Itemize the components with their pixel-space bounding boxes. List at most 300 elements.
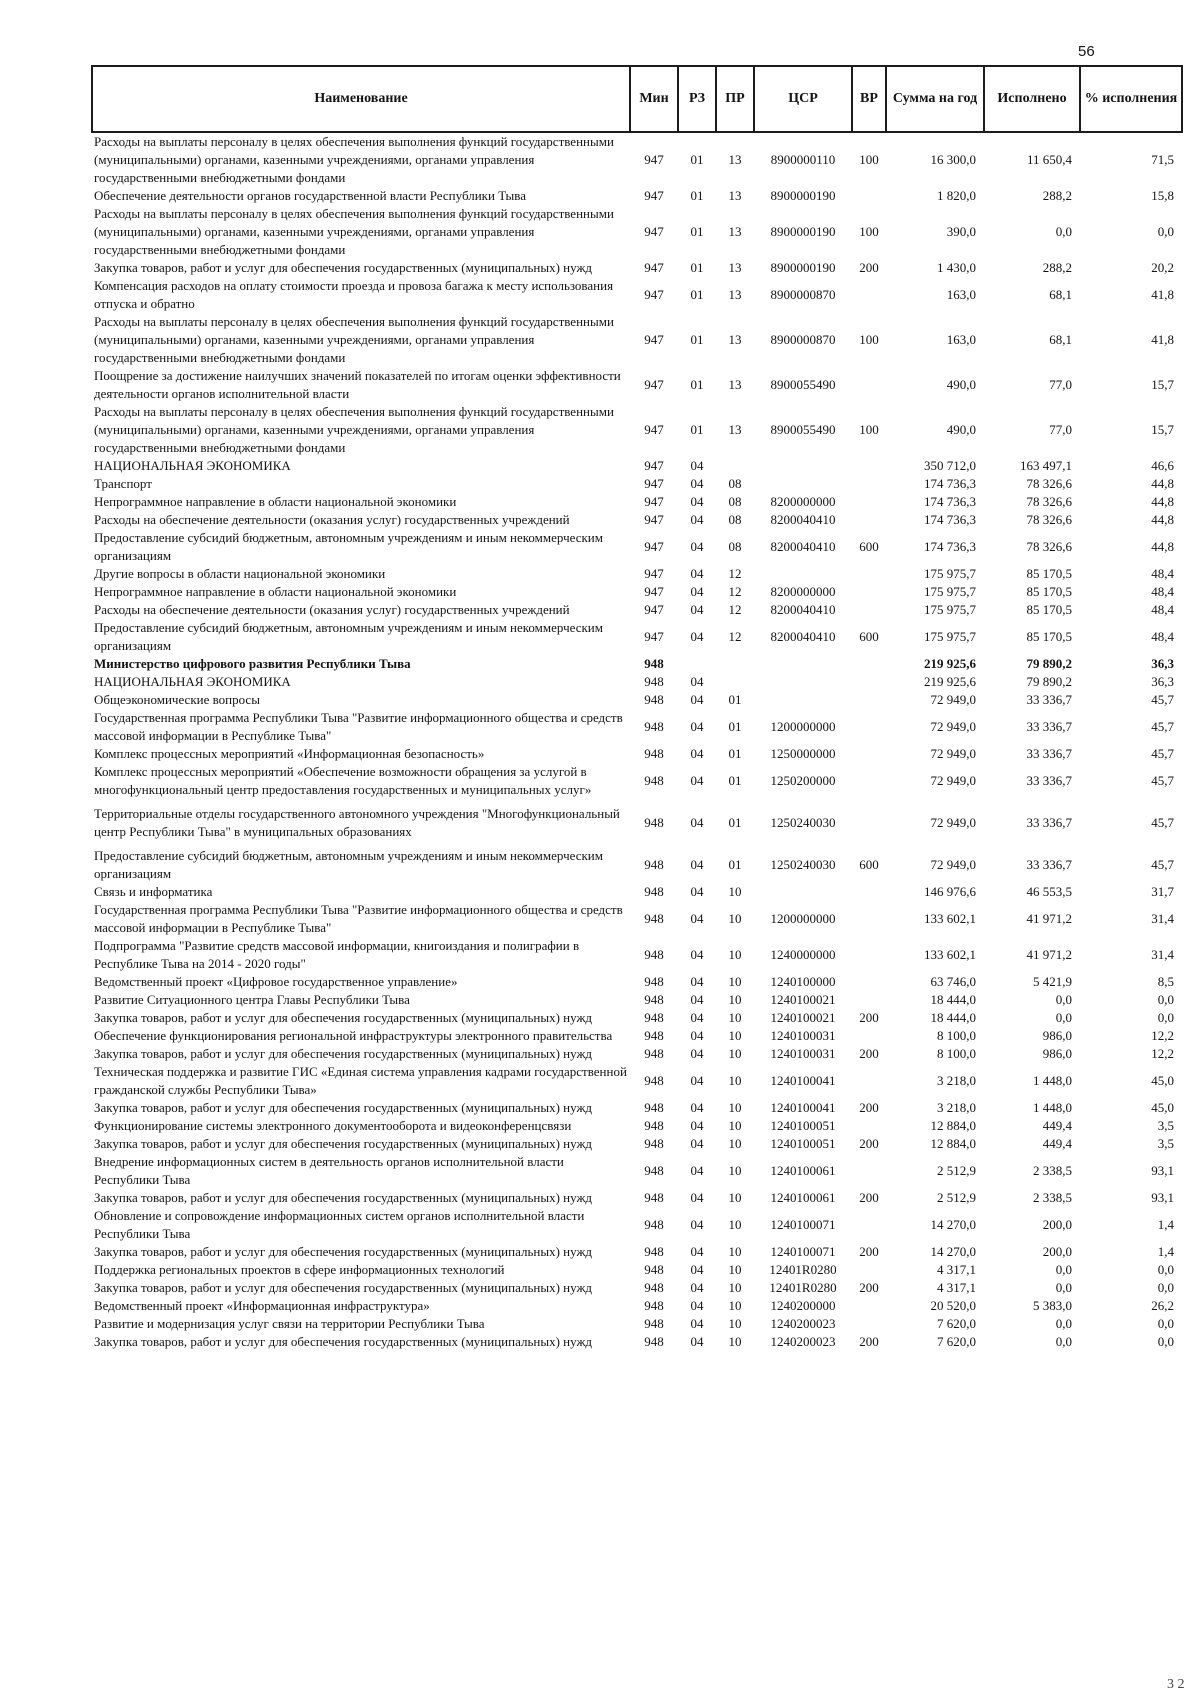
cell-name: Компенсация расходов на оплату стоимости проезда и провоза багажа к месту использования отпуска и обратно xyxy=(94,278,614,311)
cell-min: 948 xyxy=(644,1244,664,1259)
table-row xyxy=(92,1189,1182,1207)
cell-pct: 45,7 xyxy=(1151,746,1174,761)
cell-sum: 175 975,7 xyxy=(924,629,976,644)
table-row xyxy=(92,937,1182,973)
cell-done: 1 448,0 xyxy=(1033,1100,1072,1115)
cell-min: 948 xyxy=(644,719,664,734)
cell-pr: 13 xyxy=(728,377,742,392)
cell-sum: 4 317,1 xyxy=(937,1280,976,1295)
cell-rz: 04 xyxy=(690,1217,704,1232)
cell-sum: 16 300,0 xyxy=(930,152,976,167)
cell-pr: 10 xyxy=(728,947,742,962)
cell-done: 0,0 xyxy=(1055,1316,1072,1331)
cell-pr: 10 xyxy=(728,1163,742,1178)
cell-rz: 04 xyxy=(690,602,704,617)
cell-pct: 31,4 xyxy=(1151,947,1174,962)
cell-sum: 4 317,1 xyxy=(937,1262,976,1277)
cell-sum: 175 975,7 xyxy=(924,584,976,599)
cell-csr xyxy=(754,673,852,691)
cell-name: Министерство цифрового развития Республики Тыва xyxy=(94,656,411,671)
cell-pr: 08 xyxy=(728,494,742,509)
cell-vr xyxy=(852,1261,886,1279)
cell-vr xyxy=(852,493,886,511)
cell-min: 948 xyxy=(644,911,664,926)
cell-min: 948 xyxy=(644,1010,664,1025)
cell-min: 948 xyxy=(644,1100,664,1115)
cell-sum: 14 270,0 xyxy=(930,1244,976,1259)
cell-name: Функционирование системы электронного документооборота и видеоконференцсвязи xyxy=(94,1118,572,1133)
cell-min: 948 xyxy=(644,1046,664,1061)
cell-sum: 490,0 xyxy=(946,422,976,437)
cell-pct: 48,4 xyxy=(1151,566,1174,581)
cell-csr: 1200000000 xyxy=(770,911,836,926)
table-row xyxy=(92,1135,1182,1153)
cell-csr: 1240100021 xyxy=(770,992,836,1007)
cell-pr: 13 xyxy=(728,422,742,437)
cell-done: 41 971,2 xyxy=(1026,911,1072,926)
cell-vr: 200 xyxy=(859,1244,879,1259)
cell-sum: 146 976,6 xyxy=(924,884,976,899)
budget-table xyxy=(91,65,1183,1351)
cell-min: 947 xyxy=(644,152,664,167)
table-row xyxy=(92,493,1182,511)
cell-sum: 174 736,3 xyxy=(924,512,976,527)
cell-min: 948 xyxy=(644,1028,664,1043)
cell-sum: 1 820,0 xyxy=(937,188,976,203)
cell-pr: 08 xyxy=(728,476,742,491)
cell-done: 200,0 xyxy=(1042,1217,1072,1232)
cell-pct: 31,4 xyxy=(1151,911,1174,926)
cell-name: Территориальные отделы государственного автономного учреждения "Многофункциональный центр Республики Тыва" в муниципальных образованиях xyxy=(94,806,620,839)
table-row xyxy=(92,403,1182,457)
cell-done: 85 170,5 xyxy=(1026,602,1072,617)
cell-pr xyxy=(716,457,754,475)
cell-pr: 10 xyxy=(728,1010,742,1025)
cell-name: Расходы на выплаты персоналу в целях обеспечения выполнения функций государственными (муниципальными) органами, казенными учреждениями, органами управления государственными внебюджетными фондами xyxy=(94,134,614,185)
cell-rz: 04 xyxy=(690,911,704,926)
col-header-sum: Сумма на год xyxy=(886,66,984,132)
cell-pr: 10 xyxy=(728,1217,742,1232)
cell-vr xyxy=(852,583,886,601)
cell-done: 288,2 xyxy=(1042,260,1072,275)
cell-sum: 8 100,0 xyxy=(937,1046,976,1061)
cell-vr: 200 xyxy=(859,1334,879,1349)
cell-pr: 10 xyxy=(728,1316,742,1331)
table-row xyxy=(92,709,1182,745)
col-header-pr: ПР xyxy=(716,66,754,132)
cell-rz: 04 xyxy=(690,566,704,581)
cell-rz: 01 xyxy=(690,260,704,275)
cell-pr: 10 xyxy=(728,1118,742,1133)
col-header-name: Наименование xyxy=(92,66,630,132)
cell-csr: 1240100041 xyxy=(770,1100,836,1115)
cell-pr: 10 xyxy=(728,992,742,1007)
cell-pct: 44,8 xyxy=(1151,539,1174,554)
cell-done: 0,0 xyxy=(1055,1280,1072,1295)
cell-name: Транспорт xyxy=(94,476,152,491)
cell-name: Предоставление субсидий бюджетным, автономным учреждениям и иным некоммерческим организациям xyxy=(94,620,603,653)
cell-pr: 12 xyxy=(728,629,742,644)
cell-pct: 45,7 xyxy=(1151,692,1174,707)
cell-vr: 200 xyxy=(859,1190,879,1205)
table-row xyxy=(92,1027,1182,1045)
cell-done: 33 336,7 xyxy=(1026,773,1072,788)
cell-rz: 04 xyxy=(690,494,704,509)
cell-vr xyxy=(852,745,886,763)
cell-name: Закупка товаров, работ и услуг для обеспечения государственных (муниципальных) нужд xyxy=(94,1010,593,1025)
cell-csr xyxy=(754,457,852,475)
cell-pct: 0,0 xyxy=(1157,1010,1174,1025)
cell-name: Государственная программа Республики Тыва "Развитие информационного общества и средств массовой информации в Республике Тыва" xyxy=(94,902,623,935)
cell-name: Предоставление субсидий бюджетным, автономным учреждениям и иным некоммерческим организациям xyxy=(94,530,603,563)
table-row xyxy=(92,745,1182,763)
table-row xyxy=(92,655,1182,673)
table-row xyxy=(92,1297,1182,1315)
cell-sum: 163,0 xyxy=(946,287,976,302)
cell-pr: 13 xyxy=(728,287,742,302)
cell-csr: 8200040410 xyxy=(770,539,836,554)
cell-vr xyxy=(852,709,886,745)
table-row xyxy=(92,529,1182,565)
cell-csr: 1250240030 xyxy=(770,857,836,872)
cell-pct: 20,2 xyxy=(1151,260,1174,275)
cell-pr: 10 xyxy=(728,1190,742,1205)
cell-name: Ведомственный проект «Цифровое государственное управление» xyxy=(94,974,458,989)
cell-pct: 36,3 xyxy=(1151,656,1174,671)
cell-pr: 13 xyxy=(728,224,742,239)
cell-sum: 163,0 xyxy=(946,332,976,347)
cell-pct: 0,0 xyxy=(1157,224,1174,239)
cell-rz: 04 xyxy=(690,1010,704,1025)
cell-rz: 04 xyxy=(690,1244,704,1259)
cell-rz: 04 xyxy=(690,1118,704,1133)
cell-pr: 01 xyxy=(728,746,742,761)
cell-rz: 01 xyxy=(690,377,704,392)
cell-min: 947 xyxy=(644,512,664,527)
cell-done: 2 338,5 xyxy=(1033,1190,1072,1205)
cell-csr: 1240100000 xyxy=(770,974,836,989)
cell-pr: 12 xyxy=(728,566,742,581)
cell-done: 79 890,2 xyxy=(1026,656,1072,671)
cell-sum: 219 925,6 xyxy=(924,656,976,671)
cell-pct: 1,4 xyxy=(1157,1244,1174,1259)
budget-table-body xyxy=(92,132,1182,1351)
cell-pr: 13 xyxy=(728,332,742,347)
cell-name: Непрограммное направление в области национальной экономики xyxy=(94,584,457,599)
cell-min: 948 xyxy=(644,1163,664,1178)
cell-pr: 10 xyxy=(728,884,742,899)
cell-csr: 1240100021 xyxy=(770,1010,836,1025)
table-row xyxy=(92,1207,1182,1243)
col-header-done: Исполнено xyxy=(984,66,1080,132)
cell-min: 948 xyxy=(644,947,664,962)
cell-sum: 72 949,0 xyxy=(930,746,976,761)
cell-done: 200,0 xyxy=(1042,1244,1072,1259)
cell-name: Закупка товаров, работ и услуг для обеспечения государственных (муниципальных) нужд xyxy=(94,1244,593,1259)
cell-pr: 01 xyxy=(728,719,742,734)
cell-vr xyxy=(852,475,886,493)
cell-pr xyxy=(716,655,754,673)
cell-csr: 12401R0280 xyxy=(769,1280,837,1295)
cell-min: 948 xyxy=(644,1190,664,1205)
cell-pct: 15,7 xyxy=(1151,422,1174,437)
cell-pct: 45,0 xyxy=(1151,1073,1174,1088)
cell-min: 947 xyxy=(644,458,664,473)
cell-rz: 04 xyxy=(690,1136,704,1151)
cell-csr: 8900000190 xyxy=(770,224,836,239)
cell-rz: 01 xyxy=(690,332,704,347)
cell-name: Закупка товаров, работ и услуг для обеспечения государственных (муниципальных) нужд xyxy=(94,1190,593,1205)
cell-vr xyxy=(852,1063,886,1099)
cell-rz: 04 xyxy=(690,476,704,491)
cell-csr: 1240200023 xyxy=(770,1316,836,1331)
cell-name: Расходы на выплаты персоналу в целях обеспечения выполнения функций государственными (муниципальными) органами, казенными учреждениями, органами управления государственными внебюджетными фондами xyxy=(94,404,614,455)
cell-pr: 10 xyxy=(728,1280,742,1295)
cell-name: Другие вопросы в области национальной экономики xyxy=(94,566,386,581)
cell-vr xyxy=(852,187,886,205)
cell-min: 948 xyxy=(644,1118,664,1133)
cell-min: 948 xyxy=(644,692,664,707)
cell-pr xyxy=(716,673,754,691)
corner-mark: 3 2 xyxy=(1167,1677,1185,1692)
page-number: 56 xyxy=(1078,43,1095,60)
cell-name: Связь и информатика xyxy=(94,884,213,899)
cell-name: Обеспечение деятельности органов государственной власти Республики Тыва xyxy=(94,188,526,203)
cell-csr: 1240100051 xyxy=(770,1136,836,1151)
cell-sum: 8 100,0 xyxy=(937,1028,976,1043)
cell-min: 947 xyxy=(644,602,664,617)
cell-sum: 63 746,0 xyxy=(930,974,976,989)
cell-rz: 04 xyxy=(690,512,704,527)
cell-min: 948 xyxy=(644,1262,664,1277)
cell-sum: 72 949,0 xyxy=(930,692,976,707)
cell-vr xyxy=(852,367,886,403)
cell-csr xyxy=(754,655,852,673)
cell-done: 33 336,7 xyxy=(1026,746,1072,761)
cell-min: 948 xyxy=(644,1073,664,1088)
cell-done: 0,0 xyxy=(1055,1262,1072,1277)
cell-vr: 600 xyxy=(859,629,879,644)
cell-vr xyxy=(852,1297,886,1315)
cell-min: 947 xyxy=(644,476,664,491)
cell-pr: 08 xyxy=(728,539,742,554)
cell-min: 948 xyxy=(644,1334,664,1349)
cell-min: 948 xyxy=(644,746,664,761)
cell-csr: 1240100041 xyxy=(770,1073,836,1088)
cell-pr: 12 xyxy=(728,602,742,617)
table-row xyxy=(92,673,1182,691)
cell-vr xyxy=(852,655,886,673)
cell-name: Развитие Ситуационного центра Главы Республики Тыва xyxy=(94,992,410,1007)
cell-rz: 04 xyxy=(690,947,704,962)
cell-done: 77,0 xyxy=(1049,422,1072,437)
cell-rz: 01 xyxy=(690,422,704,437)
table-row xyxy=(92,991,1182,1009)
cell-done: 78 326,6 xyxy=(1026,539,1072,554)
cell-name: Обеспечение функционирования региональной инфраструктуры электронного правительства xyxy=(94,1028,613,1043)
cell-min: 947 xyxy=(644,584,664,599)
cell-csr: 1240100061 xyxy=(770,1163,836,1178)
cell-vr: 200 xyxy=(859,1280,879,1295)
cell-min: 948 xyxy=(644,674,664,689)
cell-sum: 18 444,0 xyxy=(930,992,976,1007)
cell-min: 948 xyxy=(644,1136,664,1151)
cell-done: 85 170,5 xyxy=(1026,629,1072,644)
cell-vr xyxy=(852,1315,886,1333)
table-row xyxy=(92,1243,1182,1261)
cell-vr: 100 xyxy=(859,152,879,167)
cell-rz: 01 xyxy=(690,152,704,167)
cell-min: 947 xyxy=(644,377,664,392)
cell-csr xyxy=(754,565,852,583)
cell-sum: 390,0 xyxy=(946,224,976,239)
cell-rz: 04 xyxy=(690,884,704,899)
cell-sum: 7 620,0 xyxy=(937,1334,976,1349)
table-row xyxy=(92,883,1182,901)
cell-name: Ведомственный проект «Информационная инфраструктура» xyxy=(94,1298,430,1313)
cell-name: Закупка товаров, работ и услуг для обеспечения государственных (муниципальных) нужд xyxy=(94,1334,593,1349)
cell-min: 948 xyxy=(644,1217,664,1232)
cell-done: 0,0 xyxy=(1055,992,1072,1007)
cell-pr: 10 xyxy=(728,911,742,926)
cell-done: 85 170,5 xyxy=(1026,566,1072,581)
cell-rz: 04 xyxy=(690,458,704,473)
cell-min: 948 xyxy=(644,1280,664,1295)
cell-pr: 13 xyxy=(728,188,742,203)
cell-name: Закупка товаров, работ и услуг для обеспечения государственных (муниципальных) нужд xyxy=(94,260,593,275)
cell-pr: 13 xyxy=(728,152,742,167)
cell-min: 948 xyxy=(644,656,664,671)
cell-done: 79 890,2 xyxy=(1026,674,1072,689)
cell-pct: 93,1 xyxy=(1151,1163,1174,1178)
table-row xyxy=(92,277,1182,313)
cell-rz: 01 xyxy=(690,224,704,239)
cell-csr: 1250000000 xyxy=(770,746,836,761)
cell-vr: 100 xyxy=(859,422,879,437)
cell-sum: 175 975,7 xyxy=(924,566,976,581)
cell-min: 948 xyxy=(644,884,664,899)
cell-csr: 8900000870 xyxy=(770,332,836,347)
cell-done: 5 421,9 xyxy=(1033,974,1072,989)
cell-vr: 100 xyxy=(859,224,879,239)
cell-csr: 1240100031 xyxy=(770,1028,836,1043)
cell-done: 78 326,6 xyxy=(1026,494,1072,509)
cell-pct: 45,0 xyxy=(1151,1100,1174,1115)
cell-name: Техническая поддержка и развитие ГИС «Единая система управления кадрами государственной гражданской службы Республики Тыва» xyxy=(94,1064,627,1097)
cell-pct: 44,8 xyxy=(1151,512,1174,527)
cell-sum: 3 218,0 xyxy=(937,1073,976,1088)
cell-done: 986,0 xyxy=(1042,1046,1072,1061)
cell-pct: 36,3 xyxy=(1151,674,1174,689)
cell-name: НАЦИОНАЛЬНАЯ ЭКОНОМИКА xyxy=(94,674,291,689)
cell-vr xyxy=(852,673,886,691)
cell-pr: 10 xyxy=(728,1244,742,1259)
cell-pr: 13 xyxy=(728,260,742,275)
cell-pct: 41,8 xyxy=(1151,332,1174,347)
table-row xyxy=(92,1279,1182,1297)
cell-pr: 01 xyxy=(728,773,742,788)
cell-sum: 72 949,0 xyxy=(930,719,976,734)
cell-sum: 20 520,0 xyxy=(930,1298,976,1313)
cell-min: 948 xyxy=(644,857,664,872)
cell-sum: 72 949,0 xyxy=(930,857,976,872)
cell-pct: 0,0 xyxy=(1157,992,1174,1007)
cell-done: 0,0 xyxy=(1055,1010,1072,1025)
cell-min: 947 xyxy=(644,260,664,275)
cell-csr: 8900055490 xyxy=(770,377,836,392)
cell-pr: 10 xyxy=(728,1262,742,1277)
cell-name: Общеэкономические вопросы xyxy=(94,692,260,707)
cell-csr: 1240200023 xyxy=(770,1334,836,1349)
table-row xyxy=(92,457,1182,475)
cell-name: Закупка товаров, работ и услуг для обеспечения государственных (муниципальных) нужд xyxy=(94,1280,593,1295)
cell-done: 46 553,5 xyxy=(1026,884,1072,899)
table-row xyxy=(92,1153,1182,1189)
cell-sum: 7 620,0 xyxy=(937,1316,976,1331)
table-row xyxy=(92,619,1182,655)
cell-csr: 1240100031 xyxy=(770,1046,836,1061)
cell-done: 68,1 xyxy=(1049,287,1072,302)
cell-name: Расходы на выплаты персоналу в целях обеспечения выполнения функций государственными (муниципальными) органами, казенными учреждениями, органами управления государственными внебюджетными фондами xyxy=(94,314,614,365)
cell-name: Непрограммное направление в области национальной экономики xyxy=(94,494,457,509)
cell-csr: 1240200000 xyxy=(770,1298,836,1313)
cell-done: 77,0 xyxy=(1049,377,1072,392)
cell-vr xyxy=(852,937,886,973)
cell-sum: 174 736,3 xyxy=(924,476,976,491)
cell-done: 68,1 xyxy=(1049,332,1072,347)
cell-vr xyxy=(852,901,886,937)
cell-name: Расходы на обеспечение деятельности (оказания услуг) государственных учреждений xyxy=(94,602,570,617)
cell-vr xyxy=(852,1207,886,1243)
table-header-row xyxy=(92,66,1182,132)
cell-pct: 1,4 xyxy=(1157,1217,1174,1232)
cell-sum: 175 975,7 xyxy=(924,602,976,617)
cell-pct: 15,7 xyxy=(1151,377,1174,392)
cell-rz: 04 xyxy=(690,1190,704,1205)
cell-pr: 10 xyxy=(728,1100,742,1115)
cell-vr xyxy=(852,763,886,799)
cell-sum: 174 736,3 xyxy=(924,494,976,509)
table-row xyxy=(92,799,1182,847)
cell-rz: 04 xyxy=(690,992,704,1007)
cell-name: Комплекс процессных мероприятий «Информационная безопасность» xyxy=(94,746,485,761)
table-row xyxy=(92,601,1182,619)
cell-name: Закупка товаров, работ и услуг для обеспечения государственных (муниципальных) нужд xyxy=(94,1136,593,1151)
cell-pct: 48,4 xyxy=(1151,629,1174,644)
cell-sum: 1 430,0 xyxy=(937,260,976,275)
cell-rz: 04 xyxy=(690,974,704,989)
cell-rz: 04 xyxy=(690,773,704,788)
cell-csr: 1240100071 xyxy=(770,1244,836,1259)
cell-csr: 1240100071 xyxy=(770,1217,836,1232)
cell-done: 33 336,7 xyxy=(1026,815,1072,830)
cell-rz: 04 xyxy=(690,719,704,734)
cell-pct: 12,2 xyxy=(1151,1046,1174,1061)
cell-sum: 490,0 xyxy=(946,377,976,392)
cell-done: 1 448,0 xyxy=(1033,1073,1072,1088)
table-row xyxy=(92,1261,1182,1279)
cell-vr: 200 xyxy=(859,1046,879,1061)
cell-name: Поощрение за достижение наилучших значений показателей по итогам оценки эффективности деятельности органов исполнительной власти xyxy=(94,368,621,401)
cell-name: Государственная программа Республики Тыва "Развитие информационного общества и средств массовой информации в Республике Тыва" xyxy=(94,710,623,743)
cell-pr: 10 xyxy=(728,1046,742,1061)
table-row xyxy=(92,565,1182,583)
cell-csr: 8200040410 xyxy=(770,602,836,617)
cell-vr xyxy=(852,991,886,1009)
cell-pct: 71,5 xyxy=(1151,152,1174,167)
cell-pr: 01 xyxy=(728,857,742,872)
cell-pct: 0,0 xyxy=(1157,1334,1174,1349)
